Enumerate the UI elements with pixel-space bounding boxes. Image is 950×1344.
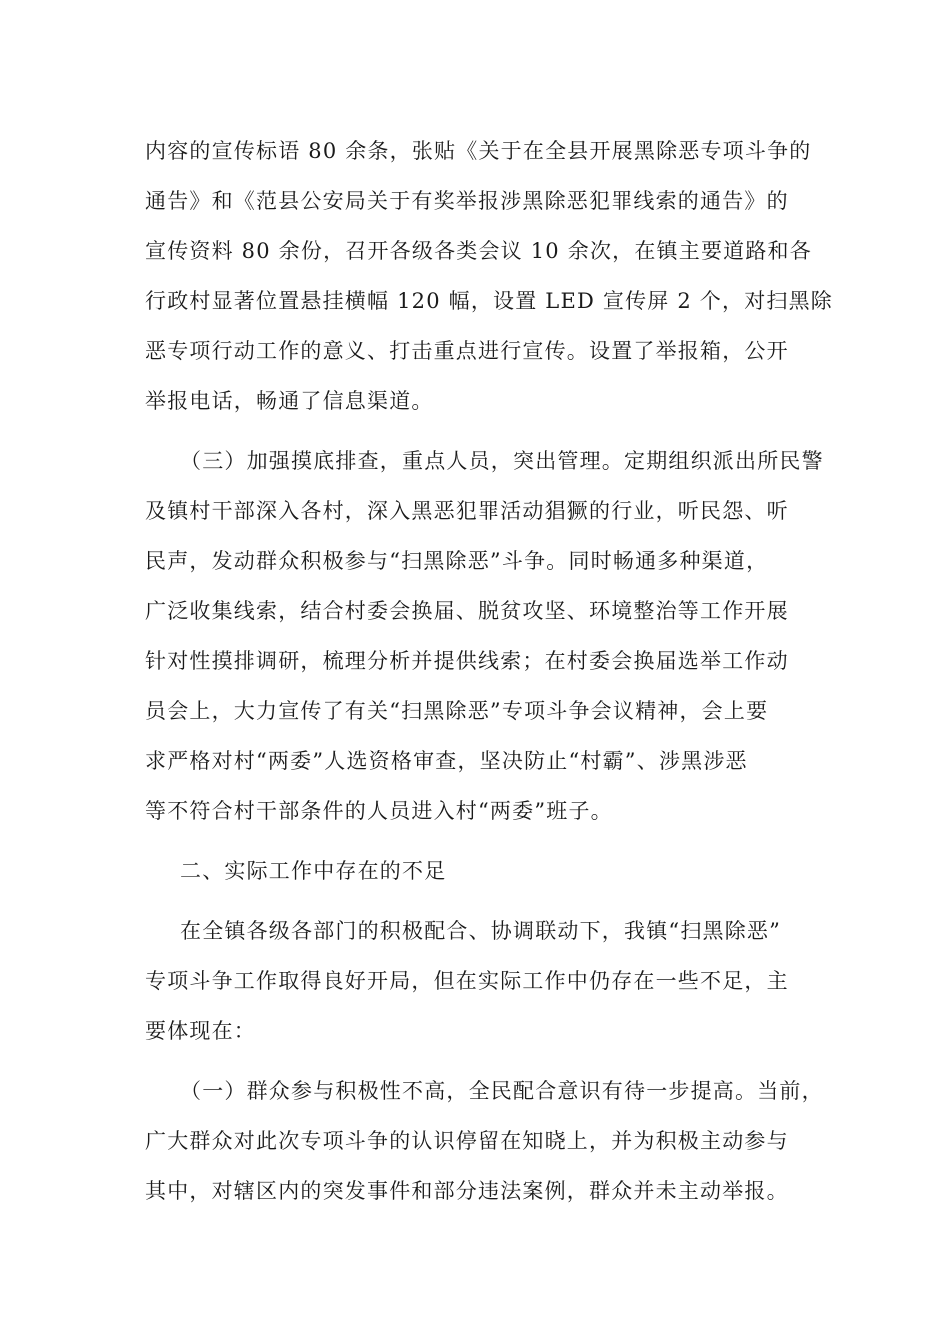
paragraph-1-line-1: 内容的宣传标语 80 余条，张贴《关于在全县开展黑除恶专项斗争的: [145, 139, 812, 163]
paragraph-1-line-6: 举报电话，畅通了信息渠道。: [145, 389, 434, 413]
paragraph-2-line-4: 广泛收集线索，结合村委会换届、脱贫攻坚、环境整治等工作开展: [145, 599, 789, 623]
section-heading: 二、实际工作中存在的不足: [180, 859, 447, 883]
paragraph-2-line-3: 民声，发动群众积极参与“扫黑除恶”斗争。同时畅通多种渠道，: [145, 549, 769, 573]
paragraph-3-line-3: 要体现在：: [145, 1019, 256, 1043]
paragraph-4-line-3: 其中，对辖区内的突发事件和部分违法案例，群众并未主动举报。: [145, 1179, 789, 1203]
paragraph-1-line-2: 通告》和《范县公安局关于有奖举报涉黑除恶犯罪线索的通告》的: [145, 189, 789, 213]
paragraph-2-line-1: （三）加强摸底排查，重点人员，突出管理。定期组织派出所民警: [180, 449, 824, 473]
paragraph-1-line-4: 行政村显著位置悬挂横幅 120 幅，设置 LED 宣传屏 2 个，对扫黑除: [145, 289, 834, 313]
paragraph-1-line-3: 宣传资料 80 余份，召开各级各类会议 10 余次，在镇主要道路和各: [145, 239, 812, 263]
paragraph-4-line-1: （一）群众参与积极性不高，全民配合意识有待一步提高。当前，: [180, 1079, 824, 1103]
paragraph-2-line-5: 针对性摸排调研，梳理分析并提供线索；在村委会换届选举工作动: [145, 649, 789, 673]
paragraph-2-line-2: 及镇村干部深入各村，深入黑恶犯罪活动猖獗的行业，听民怨、听: [145, 499, 789, 523]
paragraph-4-line-2: 广大群众对此次专项斗争的认识停留在知晓上，并为积极主动参与: [145, 1129, 789, 1153]
paragraph-3-line-1: 在全镇各级各部门的积极配合、协调联动下，我镇“扫黑除恶”: [180, 919, 782, 943]
paragraph-3-line-2: 专项斗争工作取得良好开局，但在实际工作中仍存在一些不足，主: [145, 969, 789, 993]
paragraph-2-line-7: 求严格对村“两委”人选资格审查，坚决防止“村霸”、涉黑涉恶: [145, 749, 748, 773]
paragraph-2-line-8: 等不符合村干部条件的人员进入村“两委”班子。: [145, 799, 613, 823]
paragraph-1-line-5: 恶专项行动工作的意义、打击重点进行宣传。设置了举报箱，公开: [145, 339, 789, 363]
paragraph-2-line-6: 员会上，大力宣传了有关“扫黑除恶”专项斗争会议精神，会上要: [145, 699, 769, 723]
